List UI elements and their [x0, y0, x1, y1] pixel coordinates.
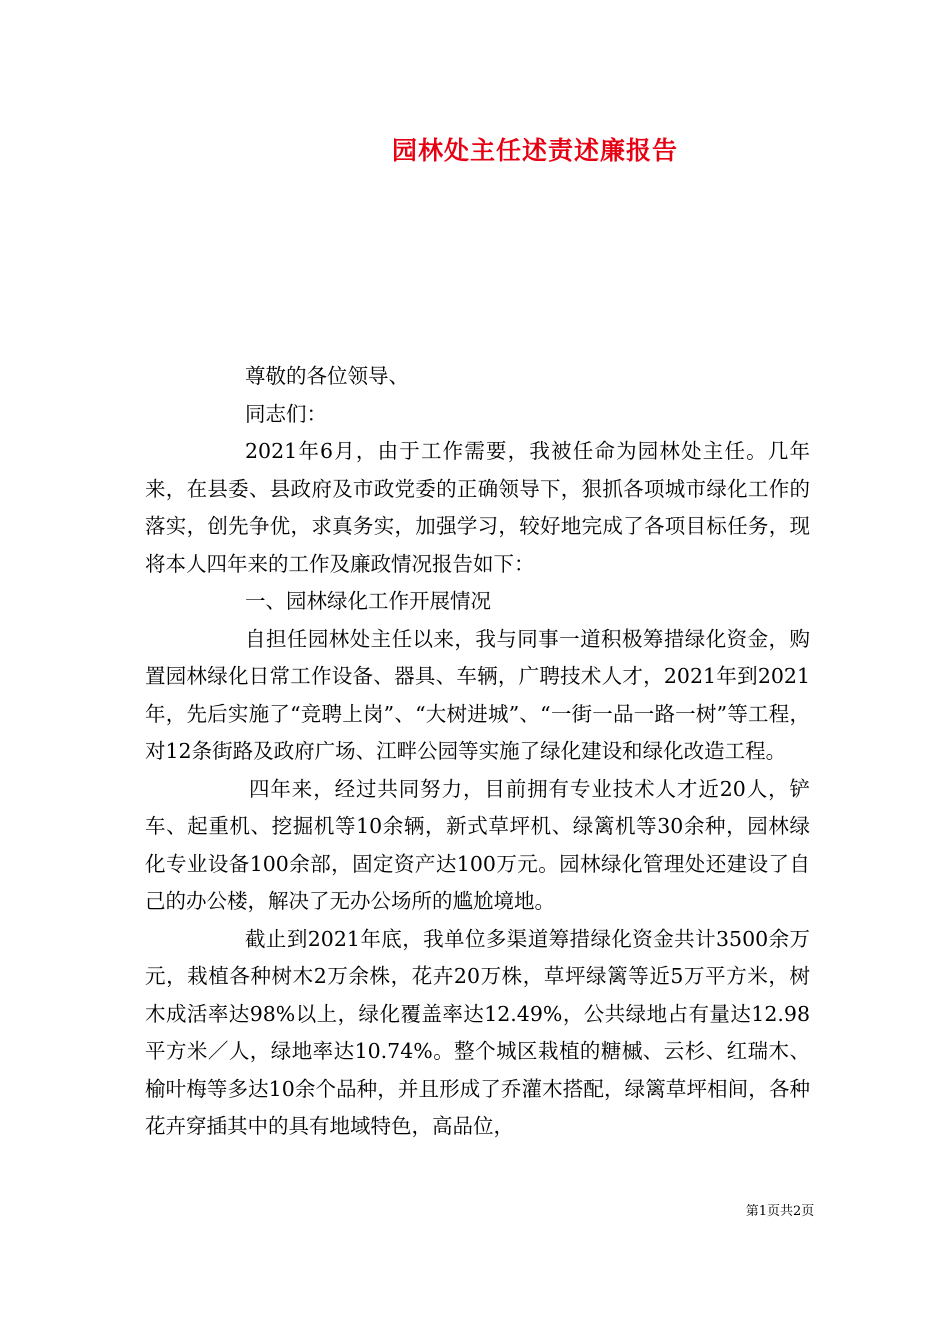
section-heading: 一、园林绿化工作开展情况 — [245, 589, 491, 613]
document-title: 园林处主任述责述廉报告 — [391, 136, 678, 165]
salutation-line-2: 同志们： — [245, 401, 327, 426]
page-footer: 第1页共2页 — [745, 1204, 815, 1219]
salutation-line-1: 尊敬的各位领导、 — [245, 364, 409, 388]
paragraph-statistics: 截止到2021年底，我单位多渠道筹措绿化资金共计3500余万元，栽植各种树木2万余株，花卉20万株，草坪绿篱等近5万平方米，树木成活率达98%以上，绿化覆盖率达12.49%，公共绿地占有量达12.98平方米／人，绿地率达10.74%。整个城区栽植的糖槭、云杉、红瑞木、榆叶梅等多达10余个品种，并且形成了乔灌木搭配，绿篱草坪相间，各种花卉穿插其中的具有地域特色，高品位， — [145, 926, 810, 1138]
paragraph-projects: 自担任园林处主任以来，我与同事一道积极筹措绿化资金，购置园林绿化日常工作设备、器具、车辆，广聘技术人才，2021年到2021年，先后实施了“竞聘上岗”、“大树进城”、“一街一品一路一树”等工程，对12条街路及政府广场、江畔公园等实施了绿化建设和绿化改造工程。 — [145, 626, 810, 763]
paragraph-intro: 2021年6月，由于工作需要，我被任命为园林处主任。几年来，在县委、县政府及市政党委的正确领导下，狠抓各项城市绿化工作的落实，创先争优，求真务实，加强学习，较好地完成了各项目标任务，现将本人四年来的工作及廉政情况报告如下： — [145, 439, 810, 576]
document-body — [145, 358, 810, 1146]
paragraph-resources: 四年来，经过共同努力，目前拥有专业技术人才近20人，铲车、起重机、挖掘机等10余辆，新式草坪机、绿篱机等30余种，园林绿化专业设备100余部，固定资产达100万元。园林绿化管理处还建设了自己的办公楼，解决了无办公场所的尴尬境地。 — [145, 776, 810, 913]
